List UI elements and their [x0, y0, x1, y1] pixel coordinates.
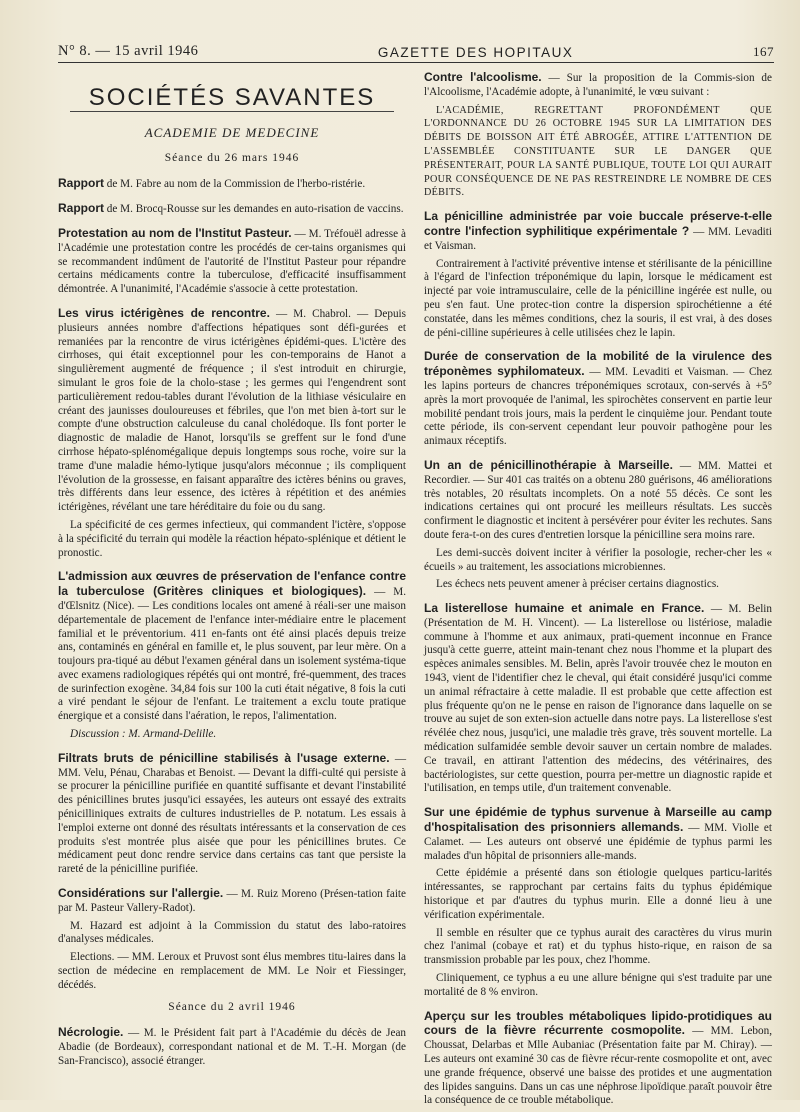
penicillinotherapie-marseille [424, 459, 772, 592]
entry-body: — MM. Velu, Pénau, Charabas et Benoist. — Devant la diffi-culté qui persiste à se procurer la pénicilline purifiée en quantité suffisante et devant l'instabilité des pénicillines brutes jusqu'ici essayées, les auteurs ont essayé des extraits pénicilliniques extraits de cultures industrielles de P. notatum. Les essais à l'emploi externe ont donné des résultats intéressants et la conservation de ces produits s'est montrée plus aisée que pour les pénicillines brutes. Ce médicament peut donc rendre service dans certains cas tant que persiste la rareté de la pénicilline purifiée. [58, 752, 407, 876]
entry-paragraph: Contrairement à l'activité préventive intense et stérilisante de la pénicilline à l'égard de l'infection tréponémique du lapin, lorsque le médicament est injecté par voie intramusculaire, celle de la pénicilline ingérée est nulle, ou peu s'en faut. Une protec-tion contre la dispersion spirochétienne a été constatée, dans les mêmes conditions, chez la souris, il est vrai, à des doses de péni-cilline supérieures à celle utilisées chez le lapin. [424, 257, 772, 339]
treponemes [424, 350, 772, 449]
entry-body: de M. Brocq-Rousse sur les demandes en auto-risation de vaccins. [106, 203, 404, 216]
entry-title: Protestation au nom de l'Institut Pasteur. [58, 225, 292, 240]
entry-paragraph: M. Hazard est adjoint à la Commission du statut des labo-ratoires d'analyses médicales. [58, 919, 406, 946]
filtrats-penicilline [58, 752, 406, 877]
allergie [58, 887, 406, 993]
entry-paragraph: Cliniquement, ce typhus a eu une allure bénigne qui s'est traduite par une mortalité de 8 % environ. [424, 972, 772, 998]
entry-title: Rapport [58, 201, 104, 216]
entry-title: La pénicilline administrée par voie buccale préserve-t-elle contre l'infection syphilitique expérimentale ? [424, 209, 772, 238]
troubles-metaboliques [424, 1010, 772, 1109]
entry-body: — M. le Président fait part à l'Académie du décès de Jean Abadie (de Bordeaux), correspondant national et de M. T.-H. Morgan (de San-Francisco), associé étranger. [58, 1027, 407, 1068]
entry-title: Un an de pénicillinothérapie à Marseille. [424, 457, 673, 472]
elections-paragraph: Elections. — MM. Leroux et Pruvost sont élus membres titu-laires dans la section de médecine en remplacement de MM. Le Noir et Fiessinger, décédés. [58, 951, 406, 991]
running-header [58, 38, 774, 63]
entry-body: — MM. Levaditi et Vaisman. — Chez les lapins porteurs de chancres tréponémiques scrotaux, con-servés à +5° après la mort provoquée de l'animal, les spirochètes conservent en partie leur mobilité pendant trois jours, mais la perdent le cinquième jour. Pendant toute cette période, ils con-servent cependant leur pouvoir pathogène pour les animaux réceptifs. [424, 366, 772, 448]
entry-title: Contre l'alcoolisme. [424, 70, 542, 84]
entry-paragraph: La spécificité de ces germes infectieux, qui commandent l'ictère, s'oppose à la spécificité du terrain qui modèle la réaction hépato-splénique et détient le pronostic. [58, 518, 406, 559]
protestation-pasteur [58, 227, 406, 297]
right-column [424, 71, 772, 1112]
alcoolisme [424, 71, 772, 200]
entry-body: — M. Ruiz Moreno (Présen-tation faite par M. Pasteur Vallery-Radot). [58, 888, 406, 914]
entry-body: de M. Fabre au nom de la Commission de l'herbo-ristérie. [106, 178, 366, 191]
entry-body: — Sur la proposition de la Commis-sion de l'Alcoolisme, l'Académie adopte, à l'unanimité, le vœu suivant : [424, 72, 772, 98]
entry-body: — MM. Mattei et Recordier. — Sur 401 cas traités on a obtenu 280 guérisons, 46 améliorations très notables, 20 résultats incomplets. On a noté 55 décès. Ce sont les indications certaines qui ont procuré les meilleurs résultats. Les succès confirment le diagnostic et incitent à persévérer pour éviter les rechutes. Sans doute fera-t-on des cures d'entretien lorsque la pénicilline sera moins rare. [424, 459, 772, 541]
left-column [58, 71, 406, 1112]
necrologie [58, 1026, 406, 1068]
entry-title: La listerellose humaine et animale en France. [424, 601, 705, 616]
entry-body: — MM. Levaditi et Vaisman. [424, 225, 772, 252]
entry-title: Aperçu sur les troubles métaboliques lipido-protidiques au cours de la fièvre récurrente cosmopolite. [424, 1008, 772, 1038]
entry-body: — M. Tréfouël adresse à l'Académie une protestation contre les procédés de cer-tains organismes qui se recommandent indûment de l'autorité de l'Institut Pasteur pour répandre certains médicaments contre la tuberculose, d'efficacité insuffisamment démontrée. A l'unanimité, l'Académie s'associe à cette protestation. [58, 227, 406, 296]
entry-title: Les virus ictérigènes de rencontre. [58, 305, 270, 320]
entry-body: — M. Chabrol. — Depuis plusieurs années nombre d'affections hépatiques sont défi-gurées et remaniées par la rencontre de virus ictérigènes épidémi-ques. L'ictère des cirrhoses, qui était exceptionnel pour les con-temporains de Hanot a singulièrement augmenté de fréquence ; il s'est introduit en chirurgie, simulant le gros foie de la cholo-stase ; les germes qui l'engendrent sont particulièrement redou-tables durant l'évolution de la lithiase vésiculaire en créant des jaunisses douloureuses et fébriles, que l'on met bien à-tort sur le compte d'une obstruction calculeuse du canal cholédoque. Ils font porter le diagnostic de maladie de Hanot, lorsqu'ils se greffent sur le fond d'une cirrhose hépato-splénomégalique depuis longtemps sous roche, voire sur la trame d'une maladie hémo-lytique jusqu'alors méconnue ; ils compliquent l'évolution de la grossesse, en faisant apparaître des ictères bénins ou graves, très différents dans leur essence, des ictères à répétition et des anémies ictérigènes, révélant une tare héréditaire du foie ou du sang. [58, 307, 407, 514]
academy-heading: ACADEMIE DE MEDECINE [144, 124, 320, 140]
typhus-marseille [424, 806, 772, 999]
entry-body: — MM. Lebon, Choussat, Delarbas et Mlle Aubaniac (Présentation faite par M. Chiray). — Les auteurs ont examiné 30 cas de fièvre récur-rente cosmopolite et ont, avec une grande fréquence, observé une baisse des protides et une augmentation des lipides sanguins. Dans un cas une néphrose lipoïdique paraît pouvoir être la conséquence de ce trouble métabolique. [424, 1025, 772, 1107]
entry-title: Considérations sur l'allergie. [58, 886, 224, 901]
entry-paragraph: Cette épidémie a présenté dans son étiologie quelques particu-larités intéressantes, se rapprochant par certains faits du typhus épidémique historique et par d'autres du typhus murin. Elle a donné lieu à une vérification expérimentale. [424, 867, 772, 921]
entry-body: — M. Belin (Présentation de M. H. Vincent). — La listerellose ou listériose, maladie commune à l'homme et aux animaux, prati-quement inconnue en France jusqu'à cette guerre, atteint main-tenant chez nous l'homme et la plupart des espèces animales sensibles. M. Belin, après l'avoir trouvée chez le mouton en 1943, vient de l'identifier chez le cheval, qui était considéré jusqu'ici comme un animal réfractaire à cette maladie. Il est probable que cette affection est plus fréquente qu'on ne le pense en raison de l'ignorance dans laquelle on se trouve au sujet de son exten-sion actuelle dans notre pays. La listerellose s'est révélée chez nous, jusqu'ici, une maladie très grave, très souvent mortelle. La médication sulfamidée semble devoir sauver un certain nombre de malades. Ce travail, en attirant l'attention des médecins, des vétérinaires, des bactériologistes, sur cette question, pourra per-mettre un diagnostic rapide et l'utilisation, en temps utile, d'un traitement convenable. [424, 603, 772, 795]
entry-title: L'admission aux œuvres de préservation de l'enfance contre la tuberculose (Gritères cliniques et biologiques). [58, 569, 406, 599]
entry-title: Durée de conservation de la mobilité de la virulence des tréponèmes syphilomateux. [424, 349, 772, 379]
entry-paragraph: Les demi-succès doivent inciter à vérifier la posologie, recher-cher les « écueils » au traitement, les associations microbiennes. [424, 546, 772, 573]
report-fabre [58, 177, 406, 192]
entry-title: Filtrats bruts de pénicilline stabilisés à l'usage externe. [58, 750, 390, 765]
entry-body: — M. d'Œlsnitz (Nice). — Les conditions locales ont amené à réali-ser une maison départementale de placement de l'enfance inter-médiaire entre le placement familial et le préventorium. 411 en-fants ont été ainsi placés depuis treize ans, contaminés en général en famille et, le plus souvent, par leur mère. On a toujours pra-tiqué au début l'examen général dans un isolement systéma-tique avec examens radiologiques répétés qui ont montré, fré-quemment, des traces de surinfection exogène. 34,84 fois sur 100 la cuti était négative, 8 fois la cuti a viré pendant le séjour de l'enfant. Le traitement a exclu toute pratique énergique et a consisté dans l'aération, le repos, l'alimentation. [58, 586, 407, 723]
virus-icterigenes [58, 307, 406, 560]
entry-paragraph: Il semble en résulter que ce typhus aurait des caractères du virus murin chez l'animal (cobaye et rat) et du typhus histo-rique, en raison de sa transmission probable par les poux, chez l'homme. [424, 926, 772, 967]
entry-paragraph: Les échecs nets peuvent amener à préciser certains diagnostics. [436, 578, 719, 591]
entry-title: Nécrologie. [58, 1025, 124, 1040]
penicilline-buccale [424, 210, 772, 340]
entry-title: Rapport [58, 176, 104, 191]
listerellose [424, 602, 772, 796]
resolution-text: L'ACADÉMIE, REGRETTANT PROFONDÉMENT QUE L'ORDONNANCE DU 26 OCTOBRE 1945 SUR LA LIMITATION DES DÉBITS DE BOISSON AIT ÉTÉ ABROGÉE, ATTIRE L'ATTENTION DE L'ASSEMBLÉE CONSTITUANTE SUR LE DANGER QUE PRÉSENTERAIT, POUR LA SANTÉ PUBLIQUE, TOUTE LOI QUI AURAIT POUR CONSÉQUENCE DE NE PAS RESTREINDRE LE NOMBRE DE CES DÉBITS. [424, 104, 772, 199]
text-columns [58, 71, 774, 1112]
report-brocq-rousse [58, 202, 406, 217]
discussion-line: Discussion : M. Armand-Delille. [70, 728, 217, 741]
entry-title: Sur une épidémie de typhus survenue à Marseille au camp d'hospitalisation des prisonniers allemands. [424, 805, 772, 835]
handwritten-mark [625, 1079, 745, 1090]
entry-body: — MM. Violle et Calamet. — Les auteurs ont observé une épidémie de typhus parmi les malades d'un hôpital de prisonniers alle-mands. [424, 822, 772, 862]
session-date: Séance du 2 avril 1946 [168, 1000, 296, 1013]
admission-oeuvres [58, 570, 406, 742]
issue-date: N° 8. — 15 avril 1946 [58, 43, 199, 59]
journal-title: GAZETTE DES HOPITAUX [377, 45, 574, 60]
page-number: 167 [753, 44, 774, 59]
session-date: Séance du 26 mars 1946 [164, 151, 300, 164]
section-title: SOCIÉTÉS SAVANTES [88, 84, 376, 111]
